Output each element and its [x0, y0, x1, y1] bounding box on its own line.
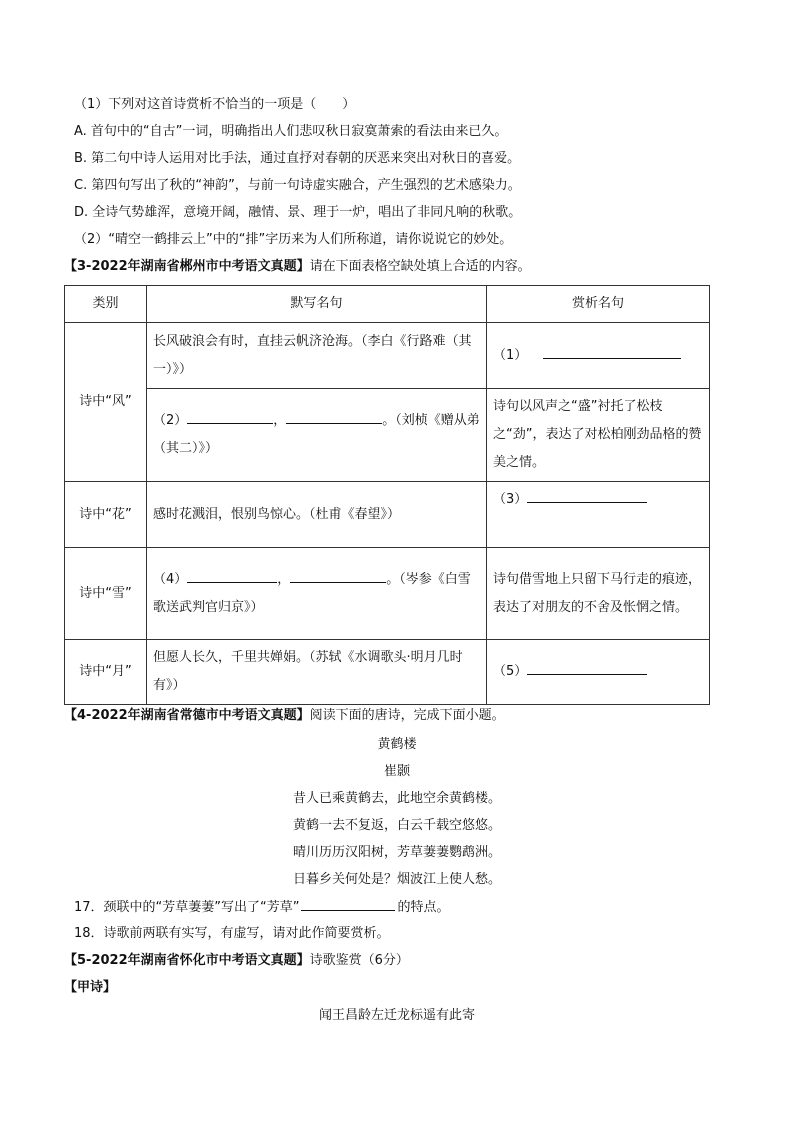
category-moon: 诗中“月” [65, 640, 147, 705]
blank-4a[interactable] [187, 570, 277, 583]
blank-3-label: （3） [493, 492, 528, 507]
section-5-text: 诗歌鉴赏（6分） [309, 953, 409, 968]
poem-author: 崔颢 [383, 764, 410, 779]
header-recite: 默写名句 [147, 286, 487, 323]
category-wind: 诗中“风” [65, 323, 147, 482]
category-flower: 诗中“花” [65, 482, 147, 548]
poem-fill-table [64, 285, 710, 705]
q17-blank[interactable] [301, 898, 395, 911]
q17 [74, 898, 450, 917]
poem-title: 黄鹤楼 [377, 737, 417, 752]
section-5-header [64, 952, 409, 970]
row5-recite: 但愿人长久，千里共婵娟。（苏轼《水调歌头·明月几时有》） [147, 640, 487, 705]
q17-before: 17．颈联中的“芳草萋萋”写出了“芳草” [74, 900, 300, 915]
q1-stem: （1）下列对这首诗赏析不恰当的一项是（ ） [74, 97, 356, 112]
row4-appreciate: 诗句借雪地上只留下马行走的痕迹，表达了对朋友的不舍及怅惘之情。 [487, 548, 710, 640]
poem-line-3: 晴川历历汉阳树，芳草萋萋鹦鹉洲。 [292, 845, 501, 860]
blank-2a[interactable] [187, 411, 273, 424]
q17-after: 的特点。 [397, 900, 450, 915]
section-3-tag: 【3-2022年湖南省郴州市中考语文真题】 [64, 259, 310, 274]
blank-3[interactable] [527, 490, 647, 503]
row4-recite [147, 548, 487, 640]
q1-option-b: B. 第二句中诗人运用对比手法，通过直抒对春朝的厌恶来突出对秋日的喜爱。 [74, 151, 521, 166]
section-3-header [64, 258, 531, 276]
blank-2b[interactable] [286, 411, 382, 424]
poem-line-1: 昔人已乘黄鹤去，此地空余黄鹤楼。 [292, 791, 501, 806]
q1-option-c: C. 第四句写出了秋的“神韵”，与前一句诗虚实融合，产生强烈的艺术感染力。 [74, 178, 521, 193]
header-appreciate: 赏析名句 [487, 286, 710, 323]
row4-source: 。（岑参《白雪歌送武判官归京》） [153, 571, 471, 615]
jia-label: 【甲诗】 [64, 980, 117, 995]
category-snow: 诗中“雪” [65, 548, 147, 640]
q2-stem: （2）“晴空一鹤排云上”中的“排”字历来为人们所称道，请你说说它的妙处。 [74, 232, 513, 247]
comma: ， [273, 413, 287, 428]
blank-1[interactable] [543, 346, 681, 359]
row2-source: 。（刘桢《赠从弟（其二）》） [153, 413, 480, 456]
q18: 18．诗歌前两联有实写，有虚写，请对此作简要赏析。 [74, 926, 390, 941]
row1-recite: 长风破浪会有时，直挂云帆济沧海。（李白《行路难（其一）》） [147, 323, 487, 389]
section-4-text: 阅读下面的唐诗，完成下面小题。 [309, 708, 505, 723]
row2-recite [147, 389, 487, 482]
row1-appreciate [487, 323, 710, 389]
blank-4b[interactable] [290, 570, 386, 583]
section-4-tag: 【4-2022年湖南省常德市中考语文真题】 [64, 708, 310, 723]
row3-recite: 感时花溅泪，恨别鸟惊心。（杜甫《春望》） [147, 482, 487, 548]
q1-option-d: D. 全诗气势雄浑，意境开阔，融情、景、理于一炉，唱出了非同凡响的秋歌。 [74, 205, 522, 220]
section-5-tag: 【5-2022年湖南省怀化市中考语文真题】 [64, 953, 310, 968]
blank-4-label: （4） [153, 571, 188, 587]
header-category: 类别 [65, 286, 147, 323]
section-3-text: 请在下面表格空缺处填上合适的内容。 [309, 259, 531, 274]
row3-appreciate [487, 482, 710, 548]
poem2-title: 闻王昌龄左迁龙标遥有此寄 [318, 1008, 475, 1023]
row2-appreciate: 诗句以风声之“盛”衬托了松枝之“劲”，表达了对松柏刚劲品格的赞美之情。 [487, 389, 710, 482]
blank-5-label: （5） [493, 664, 528, 679]
blank-2-label: （2） [153, 413, 188, 428]
blank-5[interactable] [527, 662, 647, 675]
blank-1-label: （1） [493, 347, 528, 363]
row5-appreciate [487, 640, 710, 705]
poem-line-4: 日暮乡关何处是？烟波江上使人愁。 [292, 872, 501, 887]
poem-line-2: 黄鹤一去不复返，白云千载空悠悠。 [292, 818, 501, 833]
comma: ， [277, 571, 291, 587]
q1-option-a: A. 首句中的“自古”一词，明确指出人们悲叹秋日寂寞萧索的看法由来已久。 [74, 124, 508, 139]
section-4-header [64, 707, 505, 725]
